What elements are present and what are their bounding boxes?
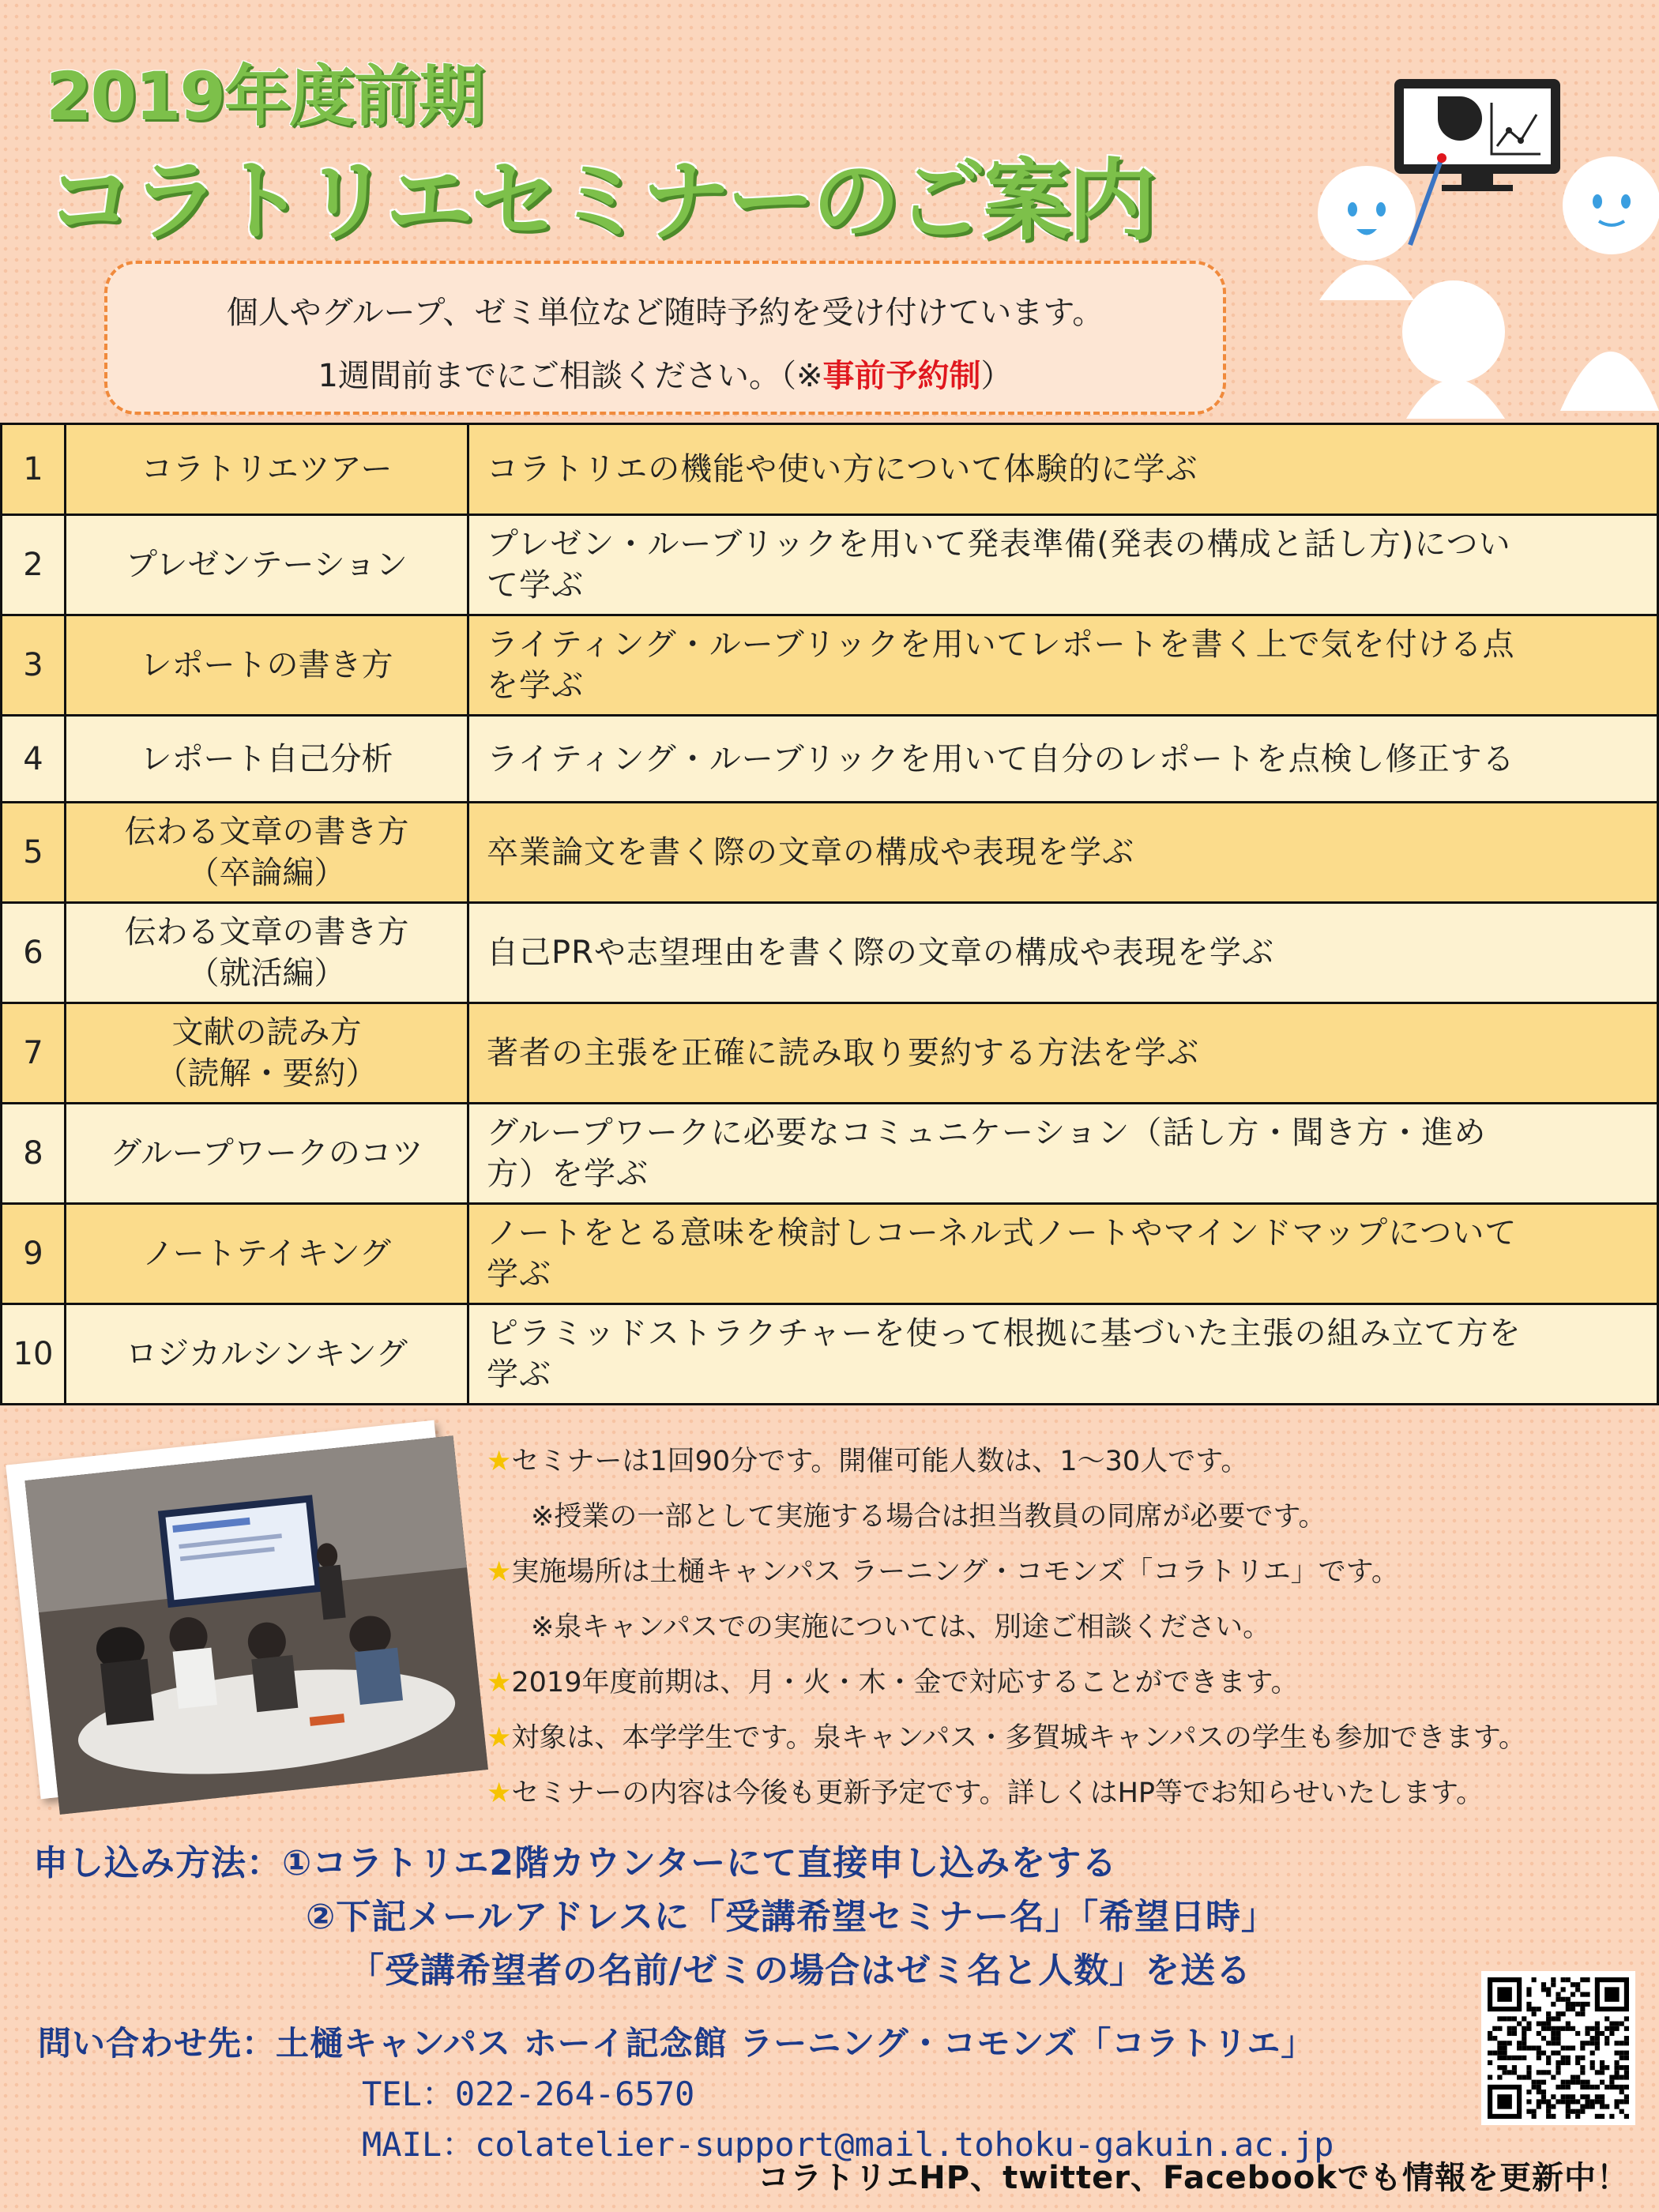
seminar-number: 9 bbox=[2, 1204, 66, 1304]
seminar-description: ピラミッドストラクチャーを使って根拠に基づいた主張の組み立て方を 学ぶ bbox=[468, 1304, 1658, 1405]
classroom-photo-image bbox=[24, 1435, 487, 1815]
seminar-description: ノートをとる意味を検討しコーネル式ノートやマインドマップについて 学ぶ bbox=[468, 1204, 1658, 1304]
audience-person-icon bbox=[1402, 280, 1505, 419]
seminar-row bbox=[2, 903, 1658, 1003]
application-option-1: ①コラトリエ2階カウンターにて直接申し込みをする bbox=[282, 1843, 1118, 1883]
seminar-row bbox=[2, 1304, 1658, 1405]
seminar-number: 1 bbox=[2, 424, 66, 515]
seminar-name: 伝わる文章の書き方 （卒論編） bbox=[66, 803, 468, 903]
right-person-icon bbox=[1560, 156, 1659, 411]
star-icon: ★ bbox=[487, 1446, 512, 1477]
seminar-number: 7 bbox=[2, 1003, 66, 1104]
note-subitem: ※泉キャンパスでの実施については、別途ご相談ください。 bbox=[531, 1612, 1271, 1643]
seminar-number: 4 bbox=[2, 716, 66, 803]
speech-bubble bbox=[104, 261, 1226, 415]
seminar-table bbox=[0, 423, 1659, 1405]
seminar-name: グループワークのコツ bbox=[66, 1104, 468, 1204]
seminar-number: 2 bbox=[2, 515, 66, 615]
seminar-photo bbox=[6, 1420, 468, 1800]
seminar-row bbox=[2, 716, 1658, 803]
application-option-2: ②下記メールアドレスに「受講希望セミナー名」「希望日時」 bbox=[306, 1897, 1277, 1937]
note-item: ★対象は、本学学生です。泉キャンパス・多賀城キャンパスの学生も参加できます。 bbox=[487, 1722, 1526, 1754]
star-icon: ★ bbox=[487, 1667, 512, 1698]
seminar-row bbox=[2, 1204, 1658, 1304]
bubble-line-2 bbox=[107, 351, 1223, 396]
contact-mail[interactable]: MAIL：colatelier-support@mail.tohoku-gakuin.ac.jp bbox=[362, 2125, 1334, 2164]
contact-tel: TEL：022-264-6570 bbox=[362, 2075, 695, 2113]
seminar-description: ライティング・ルーブリックを用いてレポートを書く上で気を付ける点 を学ぶ bbox=[468, 615, 1658, 716]
bubble-line-2-suffix: ） bbox=[980, 358, 1013, 394]
seminar-name: 伝わる文章の書き方 （就活編） bbox=[66, 903, 468, 1003]
seminar-name: レポート自己分析 bbox=[66, 716, 468, 803]
seminar-description: ライティング・ルーブリックを用いて自分のレポートを点検し修正する bbox=[468, 716, 1658, 803]
seminar-name: レポートの書き方 bbox=[66, 615, 468, 716]
seminar-row bbox=[2, 615, 1658, 716]
note-item: ★セミナーは1回90分です。開催可能人数は、1～30人です。 bbox=[487, 1446, 1249, 1477]
seminar-row bbox=[2, 424, 1658, 515]
seminar-name: 文献の読み方 （読解・要約） bbox=[66, 1003, 468, 1104]
seminar-number: 10 bbox=[2, 1304, 66, 1405]
seminar-description: コラトリエの機能や使い方について体験的に学ぶ bbox=[468, 424, 1658, 515]
note-item: ★実施場所は土樋キャンパス ラーニング・コモンズ「コラトリエ」です。 bbox=[487, 1556, 1399, 1588]
seminar-row bbox=[2, 803, 1658, 903]
seminar-name: ロジカルシンキング bbox=[66, 1304, 468, 1405]
seminar-number: 3 bbox=[2, 615, 66, 716]
seminar-description: 著者の主張を正確に読み取り要約する方法を学ぶ bbox=[468, 1003, 1658, 1104]
bubble-line-1: 個人やグループ、ゼミ単位など随時予約を受け付けています。 bbox=[226, 295, 1104, 331]
seminar-number: 5 bbox=[2, 803, 66, 903]
seminar-name: プレゼンテーション bbox=[66, 515, 468, 615]
presenter-illustration bbox=[1304, 71, 1659, 427]
star-icon: ★ bbox=[487, 1778, 512, 1809]
contact-heading: 問い合わせ先：土樋キャンパス ホーイ記念館 ラーニング・コモンズ「コラトリエ」 bbox=[38, 2024, 1315, 2063]
qr-code[interactable] bbox=[1481, 1971, 1635, 2125]
bubble-line-2-prefix: 1週間前までにご相談ください。（※ bbox=[318, 358, 823, 394]
note-subitem: ※授業の一部として実施する場合は担当教員の同席が必要です。 bbox=[531, 1501, 1326, 1533]
monitor-icon bbox=[1394, 79, 1560, 191]
application-label: 申し込み方法： bbox=[33, 1843, 282, 1883]
seminar-description: 卒業論文を書く際の文章の構成や表現を学ぶ bbox=[468, 803, 1658, 903]
seminar-description: グループワークに必要なコミュニケーション（話し方・聞き方・進め 方）を学ぶ bbox=[468, 1104, 1658, 1204]
qr-code-icon bbox=[1488, 1977, 1629, 2119]
seminar-row bbox=[2, 515, 1658, 615]
title-year: 2019年度前期 bbox=[46, 58, 483, 135]
seminar-description: プレゼン・ルーブリックを用いて発表準備(発表の構成と話し方)につい て学ぶ bbox=[468, 515, 1658, 615]
application-option-2-detail: 「受講希望者の名前/ゼミの場合はゼミ名と人数」を送る bbox=[349, 1951, 1252, 1991]
seminar-number: 8 bbox=[2, 1104, 66, 1204]
star-icon: ★ bbox=[487, 1722, 512, 1754]
seminar-name: ノートテイキング bbox=[66, 1204, 468, 1304]
notes-list bbox=[487, 1434, 1526, 1821]
footer-note: コラトリエHP、twitter、Facebookでも情報を更新中！ bbox=[758, 2160, 1629, 2196]
contact-info bbox=[38, 2018, 1334, 2170]
note-item: ★2019年度前期は、月・火・木・金で対応することができます。 bbox=[487, 1667, 1299, 1698]
seminar-name: コラトリエツアー bbox=[66, 424, 468, 515]
page-title: コラトリエセミナーのご案内 bbox=[46, 150, 1153, 253]
seminar-row bbox=[2, 1003, 1658, 1104]
star-icon: ★ bbox=[487, 1556, 512, 1588]
seminar-row bbox=[2, 1104, 1658, 1204]
seminar-number: 6 bbox=[2, 903, 66, 1003]
left-person-icon bbox=[1318, 166, 1416, 300]
note-item: ★セミナーの内容は今後も更新予定です。詳しくはHP等でお知らせいたします。 bbox=[487, 1778, 1484, 1809]
seminar-description: 自己PRや志望理由を書く際の文章の構成や表現を学ぶ bbox=[468, 903, 1658, 1003]
application-method bbox=[33, 1837, 1277, 1998]
reservation-required-label: 事前予約制 bbox=[822, 358, 981, 394]
